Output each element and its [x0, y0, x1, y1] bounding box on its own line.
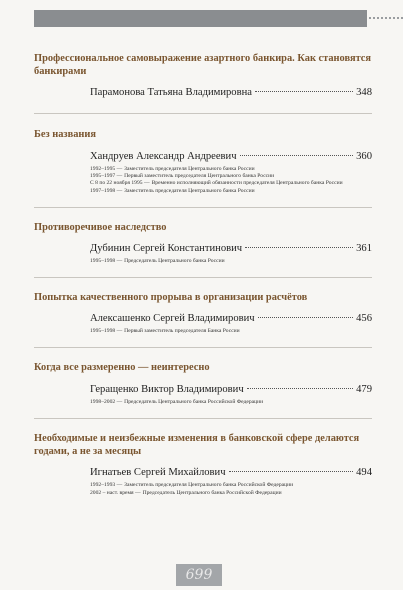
page-ref: 494: [356, 467, 372, 479]
bio-text: Председатель Центрального банка Российской Федерации: [142, 489, 282, 496]
bio-item: [90, 188, 372, 195]
bio-list: [90, 258, 372, 265]
bio-item: [90, 482, 372, 489]
bio-item: [90, 328, 372, 335]
bio-date: 1992–1993 —: [90, 482, 123, 489]
section-divider: [34, 347, 372, 348]
section-divider: [34, 277, 372, 278]
author-entry[interactable]: [90, 150, 372, 163]
dot-leader: [229, 471, 354, 472]
page-number: 699: [185, 567, 213, 583]
bio-item: [90, 258, 372, 265]
section-divider: [34, 113, 372, 114]
author-entry[interactable]: [90, 312, 372, 325]
section-divider: [34, 207, 372, 208]
bio-date: 2002 – наст. время —: [90, 489, 141, 496]
page-ref: 360: [356, 150, 372, 162]
bio-text: Председатель Центрального банка Российской Федерации: [124, 398, 264, 405]
bio-list: [90, 399, 372, 406]
bio-text: Заместитель председателя Центрального банка России: [124, 165, 255, 172]
bio-item: [90, 180, 372, 187]
toc-section-khandruev: [34, 128, 372, 195]
section-divider: [34, 418, 372, 419]
section-title: Профессиональное самовыражение азартного банкира. Как становятся банкирами: [34, 53, 372, 78]
page-ref: 479: [356, 383, 372, 395]
dot-leader: [247, 388, 353, 389]
toc-section-gerashchenko: [34, 361, 372, 406]
header-dots: [369, 17, 403, 19]
bio-item: [90, 166, 372, 173]
author-name: Игнатьев Сергей Михайлович: [90, 467, 226, 479]
bio-list: [90, 328, 372, 335]
bio-text: Заместитель председателя Центрального банка Российской Федерации: [124, 482, 294, 489]
toc-section-dubinin: [34, 221, 372, 266]
bio-list: [90, 482, 372, 497]
author-name: Хандруев Александр Андреевич: [90, 150, 237, 162]
bio-item: [90, 490, 372, 497]
toc-section-aleksashenko: [34, 291, 372, 336]
bio-text: Заместитель председателя Центрального банка России: [124, 187, 255, 194]
toc-section-paramonova: [34, 52, 372, 99]
bio-date: 1992–1995 —: [90, 165, 123, 172]
section-title: Попытка качественного прорыва в организации расчётов: [34, 291, 308, 303]
author-name: Геращенко Виктор Владимирович: [90, 383, 244, 395]
bio-text: Первый заместитель председателя Банка России: [124, 328, 240, 335]
bio-date: 1995–1998 —: [90, 328, 123, 335]
bio-list: [90, 166, 372, 196]
toc-section-ignatiev: [34, 432, 372, 497]
page-number-box: [176, 564, 222, 586]
page-ref: 361: [356, 243, 372, 255]
section-title: Необходимые и неизбежные изменения в банковской сфере делаются годами, а не за месяцы: [34, 433, 360, 458]
bio-text: Первый заместитель председателя Центрального банка России: [124, 173, 275, 180]
bio-item: [90, 399, 372, 406]
author-entry[interactable]: [90, 466, 372, 479]
bio-date: С 8 по 22 ноября 1995 —: [90, 180, 150, 187]
author-name: Дубинин Сергей Константинович: [90, 243, 243, 255]
author-entry[interactable]: [90, 242, 372, 255]
section-title: Когда все размеренно — неинтересно: [34, 362, 210, 374]
author-name: Парамонова Татьяна Владимировна: [90, 87, 252, 99]
bio-date: 1997–1998 —: [90, 187, 123, 194]
bio-text: Временно исполняющий обязанности председателя Центрального банка России: [151, 180, 343, 187]
dot-leader: [245, 247, 353, 248]
section-title: Противоречивое наследство: [34, 222, 167, 234]
author-entry[interactable]: [90, 86, 372, 99]
header-band: [34, 10, 367, 27]
dot-leader: [240, 155, 354, 156]
page-ref: 456: [356, 313, 372, 325]
bio-date: 1998–2002 —: [90, 398, 123, 405]
dot-leader: [255, 91, 353, 92]
toc-content: [34, 52, 372, 497]
author-name: Алексашенко Сергей Владимирович: [90, 313, 255, 325]
author-entry[interactable]: [90, 383, 372, 396]
bio-date: 1995–1998 —: [90, 258, 123, 265]
bio-text: Председатель Центрального банка России: [124, 258, 225, 265]
section-title: Без названия: [34, 129, 97, 141]
bio-date: 1995–1997 —: [90, 173, 123, 180]
page-ref: 348: [356, 87, 372, 99]
dot-leader: [258, 317, 353, 318]
